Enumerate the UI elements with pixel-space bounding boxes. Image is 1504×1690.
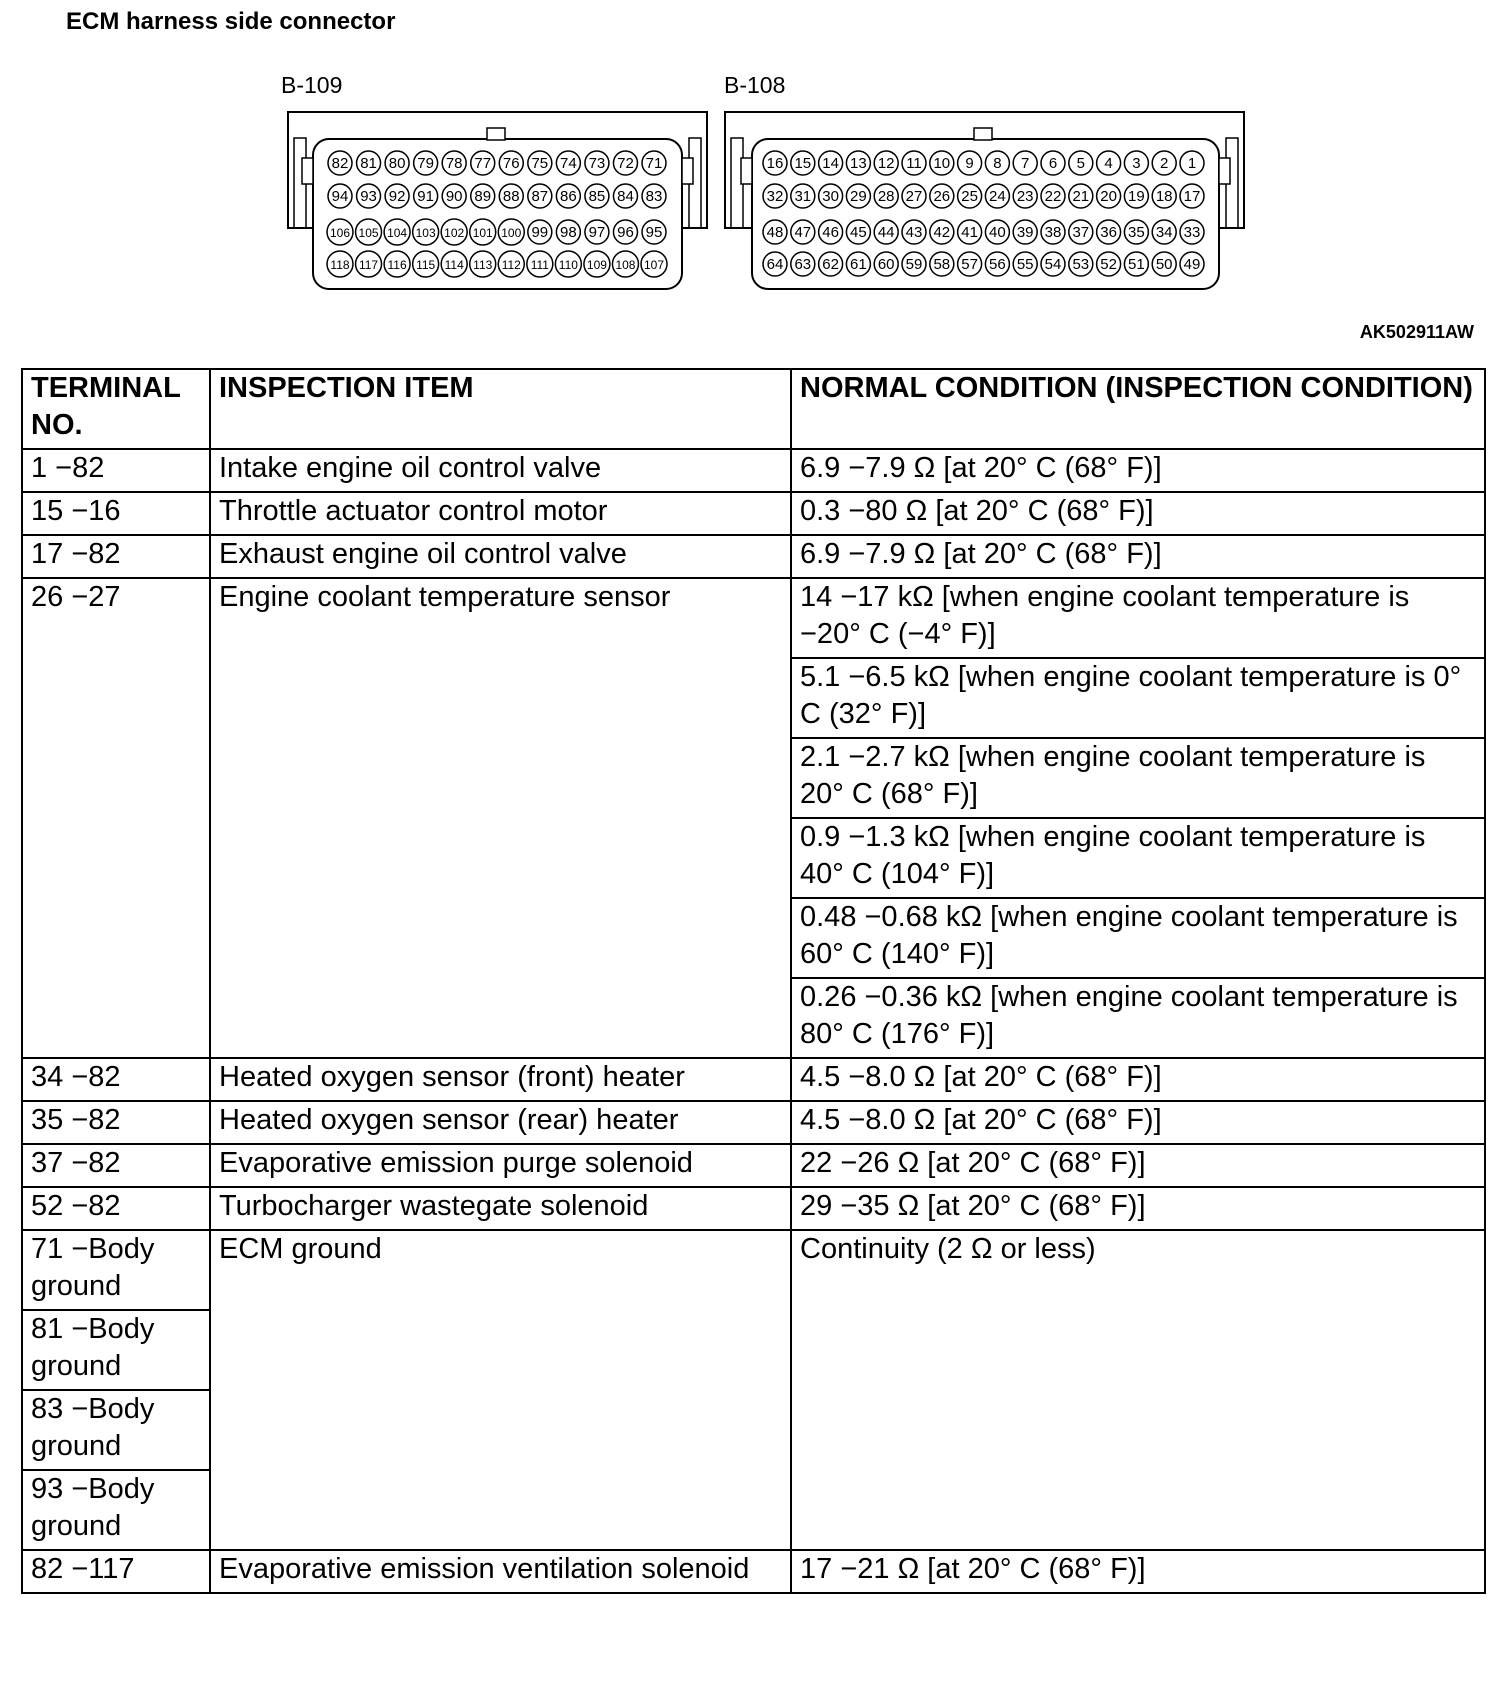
pin-10-label: 10 xyxy=(933,155,951,172)
pin-7-label: 7 xyxy=(1021,155,1030,172)
pin-103-label: 103 xyxy=(415,226,436,240)
condition-cell: 22 −26 Ω [at 20° C (68° F)] xyxy=(791,1144,1485,1187)
condition-cell: 6.9 −7.9 Ω [at 20° C (68° F)] xyxy=(791,535,1485,578)
item-cell: Heated oxygen sensor (rear) heater xyxy=(210,1101,791,1144)
pin-110-label: 110 xyxy=(558,258,578,272)
condition-cell: 29 −35 Ω [at 20° C (68° F)] xyxy=(791,1187,1485,1230)
inspection-table xyxy=(21,368,1486,1594)
pin-108-label: 108 xyxy=(615,258,636,272)
table-row xyxy=(22,1230,1485,1310)
item-cell: Throttle actuator control motor xyxy=(210,492,791,535)
condition-cell: 6.9 −7.9 Ω [at 20° C (68° F)] xyxy=(791,449,1485,492)
connector-b109 xyxy=(288,112,707,289)
pin-73-label: 73 xyxy=(588,155,606,172)
pin-77-label: 77 xyxy=(474,155,492,172)
pin-42-label: 42 xyxy=(933,224,951,241)
condition-cell: 0.9 −1.3 kΩ [when engine coolant temperature is 40° C (104° F)] xyxy=(791,818,1485,898)
terminal-cell: 17 −82 xyxy=(22,535,210,578)
pin-92-label: 92 xyxy=(388,188,406,205)
pin-113-label: 113 xyxy=(473,258,493,272)
pin-55-label: 55 xyxy=(1016,256,1034,273)
pin-34-label: 34 xyxy=(1155,224,1173,241)
item-cell: Intake engine oil control valve xyxy=(210,449,791,492)
table-row xyxy=(22,1101,1485,1144)
pin-15-label: 15 xyxy=(794,155,812,172)
pin-36-label: 36 xyxy=(1100,224,1117,241)
pin-74-label: 74 xyxy=(560,155,577,172)
pin-78-label: 78 xyxy=(445,155,463,172)
table-header-row xyxy=(22,369,1485,449)
pin-33-label: 33 xyxy=(1183,224,1201,241)
pin-4-label: 4 xyxy=(1104,155,1113,172)
pin-30-label: 30 xyxy=(822,188,839,205)
pin-12-label: 12 xyxy=(877,155,895,172)
header-terminal: TERMINAL NO. xyxy=(22,369,210,449)
pin-88-label: 88 xyxy=(502,188,520,205)
pin-46-label: 46 xyxy=(822,224,839,241)
pin-93-label: 93 xyxy=(360,188,377,205)
pin-79-label: 79 xyxy=(417,155,434,172)
pin-86-label: 86 xyxy=(560,188,577,205)
pin-39-label: 39 xyxy=(1016,224,1034,241)
pin-28-label: 28 xyxy=(877,188,895,205)
condition-cell: Continuity (2 Ω or less) xyxy=(791,1230,1485,1550)
connector-label-b109: B-109 xyxy=(281,72,343,98)
terminal-cell: 15 −16 xyxy=(22,492,210,535)
pin-107-label: 107 xyxy=(643,258,665,272)
pin-18-label: 18 xyxy=(1155,188,1173,205)
condition-cell: 17 −21 Ω [at 20° C (68° F)] xyxy=(791,1550,1485,1593)
pin-102-label: 102 xyxy=(444,226,465,240)
pin-3-label: 3 xyxy=(1132,155,1141,172)
pin-57-label: 57 xyxy=(961,256,978,273)
pin-96-label: 96 xyxy=(617,224,634,241)
pin-1-label: 1 xyxy=(1187,155,1197,172)
condition-cell: 2.1 −2.7 kΩ [when engine coolant temperature is 20° C (68° F)] xyxy=(791,738,1485,818)
pin-32-label: 32 xyxy=(766,188,784,205)
pin-35-label: 35 xyxy=(1128,224,1145,241)
pin-72-label: 72 xyxy=(617,155,634,172)
header-condition: NORMAL CONDITION (INSPECTION CONDITION) xyxy=(791,369,1485,449)
pin-106-label: 106 xyxy=(329,226,351,240)
pin-80-label: 80 xyxy=(388,155,406,172)
pin-105-label: 105 xyxy=(358,226,379,240)
pin-75-label: 75 xyxy=(531,155,549,172)
pin-56-label: 56 xyxy=(989,256,1006,273)
pin-84-label: 84 xyxy=(617,188,634,205)
pin-114-label: 114 xyxy=(444,258,464,272)
pin-104-label: 104 xyxy=(387,226,408,240)
pin-59-label: 59 xyxy=(905,256,923,273)
terminal-cell: 93 −Body ground xyxy=(22,1470,210,1550)
figure-code: AK502911AW xyxy=(1359,322,1474,342)
condition-cell: 4.5 −8.0 Ω [at 20° C (68° F)] xyxy=(791,1101,1485,1144)
pin-38-label: 38 xyxy=(1044,224,1062,241)
terminal-cell: 71 −Body ground xyxy=(22,1230,210,1310)
pin-51-label: 51 xyxy=(1128,256,1145,273)
pin-43-label: 43 xyxy=(905,224,923,241)
pin-23-label: 23 xyxy=(1016,188,1034,205)
pin-94-label: 94 xyxy=(331,188,349,205)
pin-76-label: 76 xyxy=(502,155,520,172)
pin-17-label: 17 xyxy=(1183,188,1201,205)
pin-117-label: 117 xyxy=(358,258,379,272)
pin-54-label: 54 xyxy=(1044,256,1062,273)
terminal-cell: 83 −Body ground xyxy=(22,1390,210,1470)
pin-101-label: 101 xyxy=(472,226,493,240)
pin-98-label: 98 xyxy=(560,224,577,241)
pin-26-label: 26 xyxy=(933,188,951,205)
pin-48-label: 48 xyxy=(766,224,784,241)
pin-20-label: 20 xyxy=(1100,188,1117,205)
pin-47-label: 47 xyxy=(794,224,812,241)
pin-2-label: 2 xyxy=(1160,155,1169,172)
table-row xyxy=(22,449,1485,492)
terminal-cell: 34 −82 xyxy=(22,1058,210,1101)
item-cell: Heated oxygen sensor (front) heater xyxy=(210,1058,791,1101)
pin-61-label: 61 xyxy=(850,256,867,273)
terminal-cell: 26 −27 xyxy=(22,578,210,1058)
item-cell: Evaporative emission ventilation solenoid xyxy=(210,1550,791,1593)
condition-cell: 0.3 −80 Ω [at 20° C (68° F)] xyxy=(791,492,1485,535)
connector-diagram xyxy=(0,0,1504,330)
condition-cell: 0.26 −0.36 kΩ [when engine coolant temperature is 80° C (176° F)] xyxy=(791,978,1485,1058)
terminal-cell: 37 −82 xyxy=(22,1144,210,1187)
pin-11-label: 11 xyxy=(906,155,922,172)
terminal-cell: 82 −117 xyxy=(22,1550,210,1593)
pin-91-label: 91 xyxy=(417,188,434,205)
table-row xyxy=(22,1144,1485,1187)
pin-62-label: 62 xyxy=(822,256,839,273)
pin-100-label: 100 xyxy=(501,226,522,240)
terminal-cell: 35 −82 xyxy=(22,1101,210,1144)
terminal-cell: 52 −82 xyxy=(22,1187,210,1230)
pin-31-label: 31 xyxy=(794,188,812,205)
pin-8-label: 8 xyxy=(993,155,1002,172)
table-row xyxy=(22,1187,1485,1230)
condition-cell: 14 −17 kΩ [when engine coolant temperature is −20° C (−4° F)] xyxy=(791,578,1485,658)
pin-64-label: 64 xyxy=(766,256,784,273)
table-row xyxy=(22,535,1485,578)
pin-40-label: 40 xyxy=(989,224,1006,241)
table-row xyxy=(22,1550,1485,1593)
pin-71-label: 71 xyxy=(645,155,663,172)
page-title: ECM harness side connector xyxy=(66,8,396,35)
item-cell: Engine coolant temperature sensor xyxy=(210,578,791,1058)
pin-118-label: 118 xyxy=(330,258,350,272)
pin-24-label: 24 xyxy=(989,188,1006,205)
pin-27-label: 27 xyxy=(905,188,923,205)
condition-cell: 0.48 −0.68 kΩ [when engine coolant temperature is 60° C (140° F)] xyxy=(791,898,1485,978)
pin-21-label: 21 xyxy=(1072,188,1090,205)
condition-cell: 4.5 −8.0 Ω [at 20° C (68° F)] xyxy=(791,1058,1485,1101)
pin-95-label: 95 xyxy=(645,224,663,241)
pin-45-label: 45 xyxy=(850,224,867,241)
pin-63-label: 63 xyxy=(794,256,812,273)
pin-44-label: 44 xyxy=(877,224,895,241)
pin-111-label: 111 xyxy=(530,258,549,272)
pin-16-label: 16 xyxy=(766,155,784,172)
pin-22-label: 22 xyxy=(1044,188,1062,205)
pin-52-label: 52 xyxy=(1100,256,1117,273)
pin-50-label: 50 xyxy=(1155,256,1173,273)
pin-87-label: 87 xyxy=(531,188,549,205)
pin-13-label: 13 xyxy=(850,155,867,172)
pin-83-label: 83 xyxy=(645,188,663,205)
pin-9-label: 9 xyxy=(965,155,974,172)
pin-109-label: 109 xyxy=(586,258,607,272)
pin-85-label: 85 xyxy=(588,188,606,205)
pin-41-label: 41 xyxy=(961,224,978,241)
pin-19-label: 19 xyxy=(1128,188,1145,205)
item-cell: Evaporative emission purge solenoid xyxy=(210,1144,791,1187)
pin-90-label: 90 xyxy=(445,188,463,205)
terminal-cell: 1 −82 xyxy=(22,449,210,492)
pin-60-label: 60 xyxy=(877,256,895,273)
pin-82-label: 82 xyxy=(331,155,349,172)
pin-58-label: 58 xyxy=(933,256,951,273)
table-row xyxy=(22,492,1485,535)
pin-49-label: 49 xyxy=(1183,256,1201,273)
pin-5-label: 5 xyxy=(1076,155,1085,172)
condition-cell: 5.1 −6.5 kΩ [when engine coolant temperature is 0° C (32° F)] xyxy=(791,658,1485,738)
pin-29-label: 29 xyxy=(850,188,867,205)
item-cell: ECM ground xyxy=(210,1230,791,1550)
header-item: INSPECTION ITEM xyxy=(210,369,791,449)
connector-label-b108: B-108 xyxy=(724,72,786,98)
pin-53-label: 53 xyxy=(1072,256,1090,273)
pin-37-label: 37 xyxy=(1072,224,1090,241)
pin-25-label: 25 xyxy=(961,188,978,205)
item-cell: Turbocharger wastegate solenoid xyxy=(210,1187,791,1230)
table-row xyxy=(22,578,1485,658)
pin-99-label: 99 xyxy=(531,224,549,241)
pin-6-label: 6 xyxy=(1048,155,1058,172)
pin-112-label: 112 xyxy=(501,258,521,272)
pin-81-label: 81 xyxy=(360,155,377,172)
terminal-cell: 81 −Body ground xyxy=(22,1310,210,1390)
table-row xyxy=(22,1058,1485,1101)
pin-115-label: 115 xyxy=(416,258,436,272)
pin-116-label: 116 xyxy=(387,258,407,272)
item-cell: Exhaust engine oil control valve xyxy=(210,535,791,578)
pin-89-label: 89 xyxy=(474,188,492,205)
connector-b108 xyxy=(725,112,1244,289)
pin-14-label: 14 xyxy=(822,155,839,172)
pin-97-label: 97 xyxy=(588,224,606,241)
